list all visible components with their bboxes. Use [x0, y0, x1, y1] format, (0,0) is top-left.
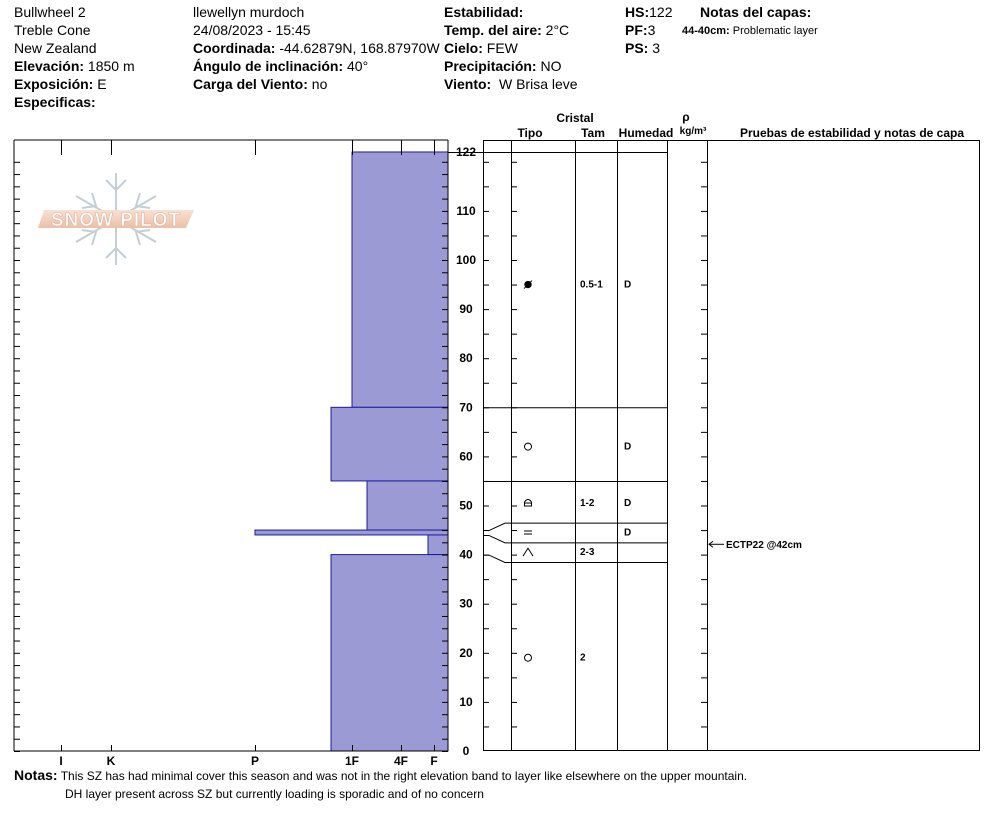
observation-datetime: 24/08/2023 - 15:45 — [193, 22, 311, 38]
elevation-row: Elevación: 1850 m — [14, 58, 135, 74]
depth-tick-label: 122 — [455, 144, 477, 159]
aspect-row: Exposición: E — [14, 76, 107, 92]
depth-tick-label: 50 — [459, 498, 473, 513]
depth-tick-label: 30 — [459, 596, 473, 611]
air-temp-row: Temp. del aire: 2°C — [444, 22, 570, 38]
layer-notes-title: Notas del capas: — [700, 4, 812, 20]
hardness-tick-label: F — [430, 754, 438, 768]
notes-line-1: Notas: This SZ has had minimal cover this season and was not in the right elevation band to layer like elsewhere on the upper mountain. — [14, 767, 748, 783]
depth-tick-label: 110 — [456, 203, 476, 218]
column-density-symbol: ρ — [682, 110, 690, 124]
layer-boundary-connector — [483, 523, 511, 530]
hardness-tick-label: I — [59, 754, 63, 768]
region-name: New Zealand — [14, 40, 97, 56]
layer-moisture: D — [624, 527, 632, 539]
depth-tick-label: 70 — [459, 400, 473, 415]
stability-row: Estabilidad: — [444, 4, 524, 20]
depth-tick-label: 60 — [459, 449, 473, 464]
layer-boundary-connector — [483, 555, 511, 562]
snowpilot-logo — [38, 173, 194, 265]
depth-tick-label: 90 — [459, 302, 473, 317]
depth-tick-label: 0 — [462, 744, 470, 758]
wind-row: Viento: W Brisa leve — [444, 76, 578, 92]
layer-size: 2-3 — [580, 547, 595, 559]
melt-freeze-crust-icon — [524, 531, 532, 534]
incline-row: Ángulo de inclinación: 40° — [193, 58, 369, 74]
notes-line-2: DH layer present across SZ but currently loading is sporadic and of no concern — [65, 787, 484, 801]
layer-size: 0.5-1 — [580, 279, 603, 291]
ps-row: PS: 3 — [625, 40, 661, 56]
depth-tick-label: 100 — [455, 253, 477, 267]
pf-row: PF:3 — [625, 22, 656, 38]
column-tests: Pruebas de estabilidad y notas de capa — [739, 126, 965, 140]
faceted-rounded-icon — [525, 500, 532, 507]
test-label: ECTP22 @42cm — [726, 539, 802, 551]
hardness-tick-label: K — [106, 754, 116, 768]
hardness-bar — [352, 152, 448, 407]
layer-size: 2 — [580, 652, 586, 664]
layer-boundary-connector — [483, 535, 511, 542]
hardness-tick-label: P — [250, 754, 260, 768]
rounded-grains-icon — [525, 654, 532, 661]
rounding-faceted-icon — [524, 281, 532, 289]
column-type: Tipo — [517, 126, 543, 140]
column-crystal: Cristal — [556, 111, 594, 125]
observer-name: llewellyn murdoch — [193, 4, 305, 20]
wind-load-row: Carga del Viento: no — [193, 76, 328, 92]
depth-tick-label: 20 — [459, 645, 473, 660]
column-size: Tam — [581, 126, 605, 140]
hardness-tick-label: 4F — [393, 754, 409, 768]
hardness-bar — [428, 535, 448, 555]
sky-row: Cielo: FEW — [444, 40, 518, 56]
hardness-bar — [367, 481, 448, 530]
layer-moisture: D — [624, 441, 632, 453]
precip-particle-icon — [525, 443, 532, 450]
layer-moisture: D — [624, 279, 632, 291]
depth-tick-label: 80 — [459, 351, 473, 366]
depth-tick-label: 10 — [459, 694, 473, 709]
layer-table-frame — [484, 140, 980, 751]
column-density-unit: kg/m³ — [679, 126, 707, 137]
hardness-bars — [255, 152, 448, 751]
precip-row: Precipitación: NO — [444, 58, 562, 74]
layer-size: 1-2 — [580, 498, 595, 510]
coordinate-row: Coordinada: -44.62879N, 168.87970W — [193, 40, 440, 56]
hardness-tick-label: 1F — [344, 754, 360, 768]
hs-row: HS:122 — [625, 4, 673, 20]
area-name: Treble Cone — [14, 22, 91, 38]
specifics-row: Especificas: — [14, 94, 96, 110]
depth-hoar-icon — [523, 548, 533, 556]
logo-text: SNOW PILOT — [50, 210, 182, 231]
depth-tick-label: 40 — [459, 547, 473, 562]
hardness-bar — [255, 530, 448, 535]
hardness-bar — [331, 555, 448, 751]
column-moisture: Humedad — [618, 126, 674, 140]
hardness-bar — [331, 407, 448, 481]
site-name: Bullwheel 2 — [14, 4, 86, 20]
layer-note: 44-40cm: Problematic layer — [682, 25, 818, 37]
layer-moisture: D — [624, 498, 632, 510]
